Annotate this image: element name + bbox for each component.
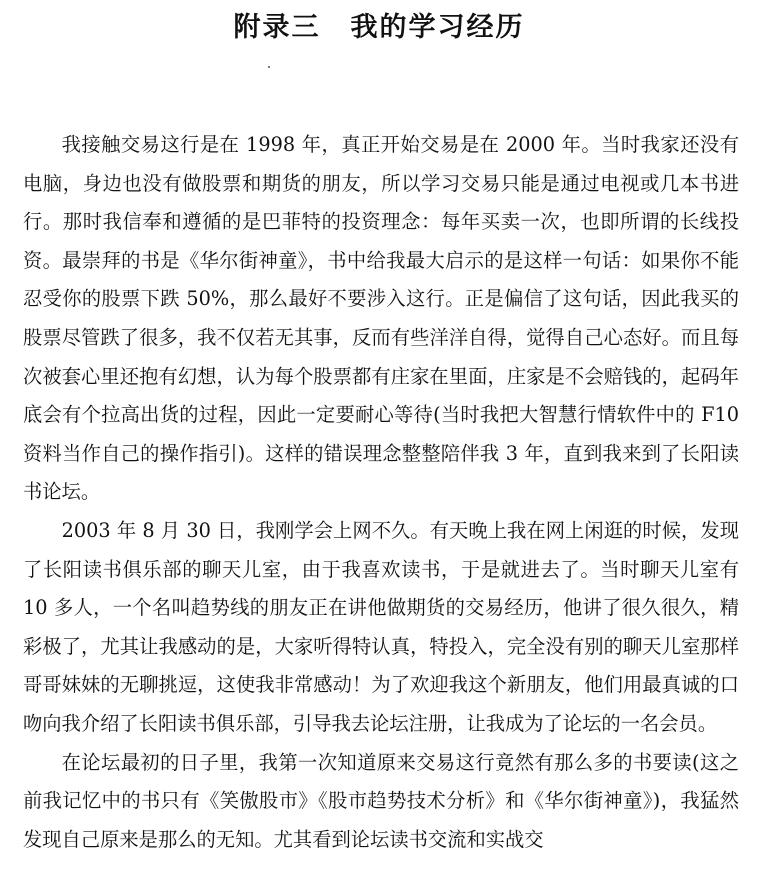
page-title <box>0 8 758 48</box>
appendix-label: 附录三 <box>233 12 321 43</box>
paragraph-3: 在论坛最初的日子里，我第一次知道原来交易这行竟然有那么多的书要读(这之前我记忆中的书只有《笑傲股市》《股市趋势技术分析》和《华尔街神童》)，我猛然发现自己原来是那么的无知。尤其看到论坛读书交流和实战交 <box>23 750 739 851</box>
paragraph-2: 2003 年 8 月 30 日，我刚学会上网不久。有天晚上我在网上闲逛的时候，发现了长阳读书俱乐部的聊天儿室，由于我喜欢读书，于是就进去了。当时聊天儿室有 10 多人，一个名叫趋势线的朋友正在讲他做期货的交易经历，他讲了很久很久，精彩极了，尤其让我感动的是，大家听得特认真，特投入，完全没有别的聊天儿室那样哥哥妹妹的无聊挑逗，这使我非常感动！为了欢迎我这个新朋友，他们用最真诚的口吻向我介绍了长阳读书俱乐部，引导我去论坛注册，让我成为了论坛的一名会员。 <box>23 518 739 735</box>
print-speck <box>268 66 270 68</box>
paragraph-1: 我接触交易这行是在 1998 年，真正开始交易是在 2000 年。当时我家还没有电脑，身边也没有做股票和期货的朋友，所以学习交易只能是通过电视或几本书进行。那时我信奉和遵循的是巴菲特的投资理念：每年买卖一次，也即所谓的长线投资。最崇拜的书是《华尔街神童》，书中给我最大启示的是这样一句话：如果你不能忍受你的股票下跌 50%，那么最好不要涉入这行。正是偏信了这句话，因此我买的股票尽管跌了很多，我不仅若无其事，反而有些洋洋自得，觉得自己心态好。而且每次被套心里还抱有幻想，认为每个股票都有庄家在里面，庄家是不会赔钱的，起码年底会有个拉高出货的过程，因此一定要耐心等待(当时我把大智慧行情软件中的 F10 资料当作自己的操作指引)。这样的错误理念整整陪伴我 3 年，直到我来到了长阳读书论坛。 <box>23 133 739 504</box>
appendix-title: 我的学习经历 <box>350 12 525 43</box>
body-text <box>23 126 739 859</box>
